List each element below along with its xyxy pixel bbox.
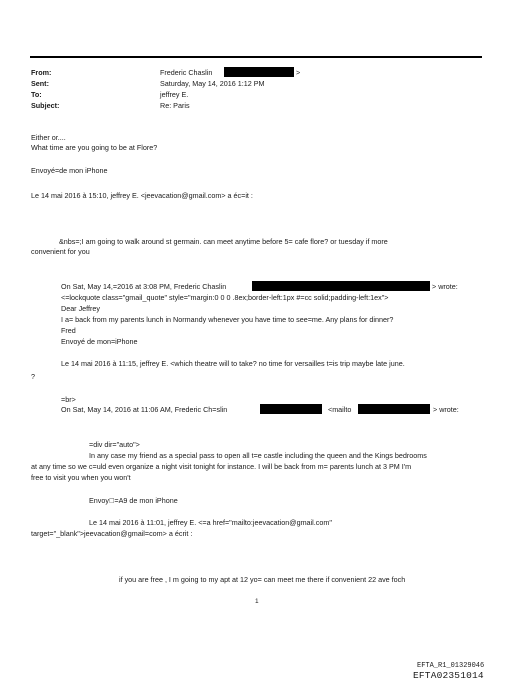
efta-reference-small: EFTA_R1_01329046	[417, 662, 485, 670]
body-line: Fred	[61, 326, 76, 335]
body-line: Envoyé de mon=iPhone	[61, 337, 138, 346]
body-line: =div dir="auto">	[89, 440, 140, 449]
header-rule	[30, 56, 482, 58]
body-line: if you are free , I m going to my apt at 12 yo= can meet me there if convenient 22 ave foch	[119, 575, 406, 584]
body-line: at any time so we c=uld even organize a night visit tonight for instance. I will be back from m= parents lunch at 3 PM I'm	[31, 462, 412, 471]
body-line: target="_blank">jeevacation@gmail=com> a écrit :	[31, 529, 193, 538]
body-line: > wrote:	[433, 405, 459, 414]
to-label: To:	[31, 90, 42, 99]
body-line: &nbs=;I am going to walk around st germain. can meet anytime before 5= cafe flore? or tuesday if more	[59, 237, 388, 246]
to-value: jeffrey E.	[160, 90, 189, 99]
from-label: From:	[31, 68, 52, 77]
body-line: free to visit you when you won't	[31, 473, 131, 482]
body-line: What time are you going to be at Flore?	[31, 143, 158, 152]
redaction-box	[224, 67, 294, 77]
redaction-box	[260, 404, 322, 414]
sent-label: Sent:	[31, 79, 49, 88]
body-line: I a= back from my parents lunch in Normandy whenever you have time to see=me. Any plans for dinner?	[61, 315, 394, 324]
body-line: Le 14 mai 2016 à 11:15, jeffrey E. <which theatre will to take? no time for versailles t=is trip maybe late june.	[61, 359, 405, 368]
body-line: <mailto	[328, 405, 352, 414]
body-line: Dear Jeffrey	[61, 304, 101, 313]
sent-value: Saturday, May 14, 2016 1:12 PM	[160, 79, 265, 88]
body-line: In any case my friend as a special pass to open all t=e castle including the queen and the Kings bedrooms	[89, 451, 427, 460]
efta-reference-large: EFTA02351014	[413, 670, 484, 681]
body-line: Le 14 mai 2016 à 11:01, jeffrey E. <=a href="mailto:jeevacation@gmail.com"	[89, 518, 332, 527]
body-line: > wrote:	[432, 282, 458, 291]
body-line: convenient for you	[31, 247, 90, 256]
body-line: ?	[31, 372, 35, 381]
body-line: Either or....	[31, 133, 66, 142]
body-line: <=lockquote class="gmail_quote" style="margin:0 0 0 .8ex;border-left:1px #=cc solid;padding-left:1ex">	[61, 293, 389, 302]
redaction-box	[252, 281, 430, 291]
redaction-box	[358, 404, 430, 414]
subject-value: Re: Paris	[160, 101, 190, 110]
from-suffix: >	[296, 68, 301, 77]
page-number: 1	[255, 598, 259, 605]
body-line: Le 14 mai 2016 à 15:10, jeffrey E. <jeevacation@gmail.com> a éc=it :	[31, 191, 253, 200]
body-line: Envoy =A9 de mon iPhone	[89, 496, 178, 505]
body-line: On Sat, May 14, 2016 at 11:06 AM, Frederic Ch=slin	[61, 405, 228, 414]
from-value: Frederic Chaslin	[160, 68, 213, 77]
body-line: =br>	[61, 395, 76, 404]
body-line: On Sat, May 14,=2016 at 3:08 PM, Frederic Chaslin	[61, 282, 227, 291]
subject-label: Subject:	[31, 101, 60, 110]
body-line: Envoyé=de mon iPhone	[31, 166, 108, 175]
